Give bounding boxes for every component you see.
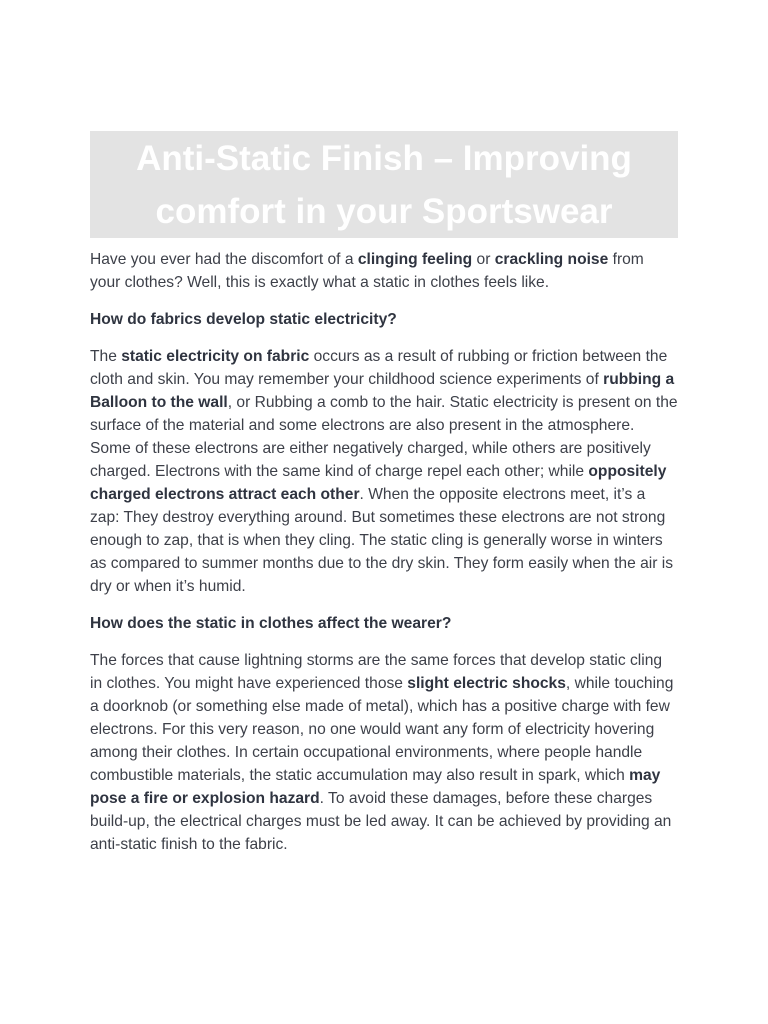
intro-bold-1: clinging feeling — [357, 251, 473, 268]
section-paragraph-1 — [90, 345, 678, 598]
para2-text-1: The forces that cause lightning storms are the same forces that develop static cling in clothes. You might have experienced those — [90, 652, 663, 692]
section-heading-1: How do fabrics develop static electricity? — [90, 311, 397, 328]
para1-text-4: . When the opposite electrons meet, it’s a zap: They destroy everything around. But sometimes these electrons are not strong enough to zap, that is when they cling. The static cling is generally worse in winters as compared to summer months due to the dry skin. They form easily when the air is dry or when it’s humid. — [90, 486, 673, 595]
para1-bold-3: oppositely charged electrons attract each other — [90, 463, 667, 503]
para1-bold-1: static electricity on fabric — [121, 348, 310, 365]
article-body — [90, 248, 678, 870]
para1-text-3: , or Rubbing a comb to the hair. Static electricity is present on the surface of the material and some electrons are also present in the atmosphere. Some of these electrons are either negatively charged, while others are positively charged. Electrons with the same kind of charge repel each other; while — [90, 394, 678, 480]
title-banner — [90, 131, 678, 238]
intro-text-2: or — [472, 251, 495, 268]
intro-paragraph — [90, 248, 678, 294]
intro-text-1: Have you ever had the discomfort of a — [90, 251, 358, 268]
section-heading-2: How does the static in clothes affect the wearer? — [90, 615, 452, 632]
para2-text-3: . To avoid these damages, before these charges build-up, the electrical charges must be led away. It can be achieved by providing an anti-static finish to the fabric. — [90, 790, 672, 853]
para1-bold-2: rubbing a Balloon to the wall — [90, 371, 675, 411]
para2-bold-2: may pose a fire or explosion hazard — [90, 767, 661, 807]
para1-text-2: occurs as a result of rubbing or friction between the cloth and skin. You may remember your childhood science experiments of — [90, 348, 668, 388]
page-title: Anti-Static Finish – Improving comfort in your Sportswear — [136, 138, 632, 231]
intro-bold-2: crackling noise — [494, 251, 609, 268]
intro-text-3: from your clothes? Well, this is exactly what a static in clothes feels like. — [90, 251, 644, 291]
para2-bold-1: slight electric shocks — [407, 675, 566, 692]
section-paragraph-2 — [90, 649, 678, 856]
para1-text-1: The — [90, 348, 122, 365]
para2-text-2: , while touching a doorknob (or something else made of metal), which has a positive charge with few electrons. For this very reason, no one would want any form of electricity hovering among their clothes. In certain occupational environments, where people handle combustible materials, the static accumulation may also result in spark, which — [90, 675, 674, 784]
